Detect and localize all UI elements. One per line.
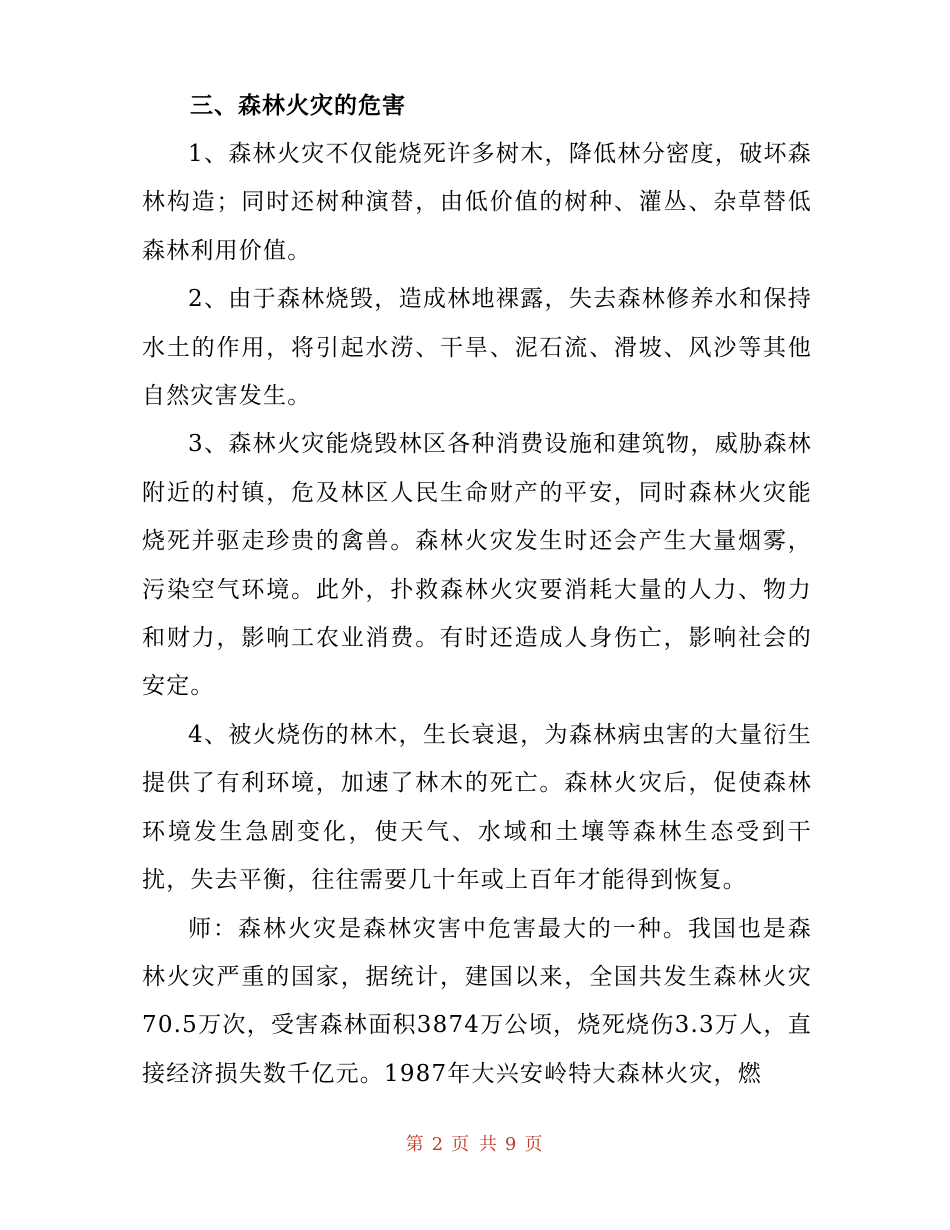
document-body <box>142 82 812 1098</box>
section-heading: 三、森林火灾的危害 <box>190 93 406 119</box>
footer-current-page: 2 <box>431 1134 446 1155</box>
paragraph-3: 3、森林火灾能烧毁林区各种消费设施和建筑物，威胁森林附近的村镇，危及林区人民生命财产的平安，同时森林火灾能烧死并驱走珍贵的禽兽。森林火灾发生时还会产生大量烟雾，污染空气环境。此外，扑救森林火灾要消耗大量的人力、物力和财力，影响工农业消费。有时还造成人身伤亡，影响社会的安定。 <box>142 431 812 700</box>
footer-middle: 页 共 <box>451 1134 499 1155</box>
footer-total-pages: 9 <box>504 1134 519 1155</box>
paragraph-2: 2、由于森林烧毁，造成林地裸露，失去森林修养水和保持水土的作用，将引起水涝、干旱、泥石流、滑坡、风沙等其他自然灾害发生。 <box>142 286 812 410</box>
page-footer <box>0 1130 950 1156</box>
paragraph-5: 师：森林火灾是森林灾害中危害最大的一种。我国也是森林火灾严重的国家，据统计，建国以来，全国共发生森林火灾70.5万次，受害森林面积3874万公顷，烧死烧伤3.3万人，直接经济损失数千亿元。1987年大兴安岭特大森林火灾，燃 <box>142 915 812 1087</box>
footer-prefix: 第 <box>405 1134 426 1155</box>
paragraph-4: 4、被火烧伤的林木，生长衰退，为森林病虫害的大量衍生提供了有利环境，加速了林木的死亡。森林火灾后，促使森林环境发生急剧变化，使天气、水域和土壤等森林生态受到干扰，失去平衡，往往需要几十年或上百年才能得到恢复。 <box>142 721 812 894</box>
paragraph-1: 1、森林火灾不仅能烧死许多树木，降低林分密度，破坏森林构造；同时还树种演替，由低价值的树种、灌丛、杂草替低森林利用价值。 <box>142 141 812 264</box>
footer-suffix: 页 <box>524 1134 545 1155</box>
